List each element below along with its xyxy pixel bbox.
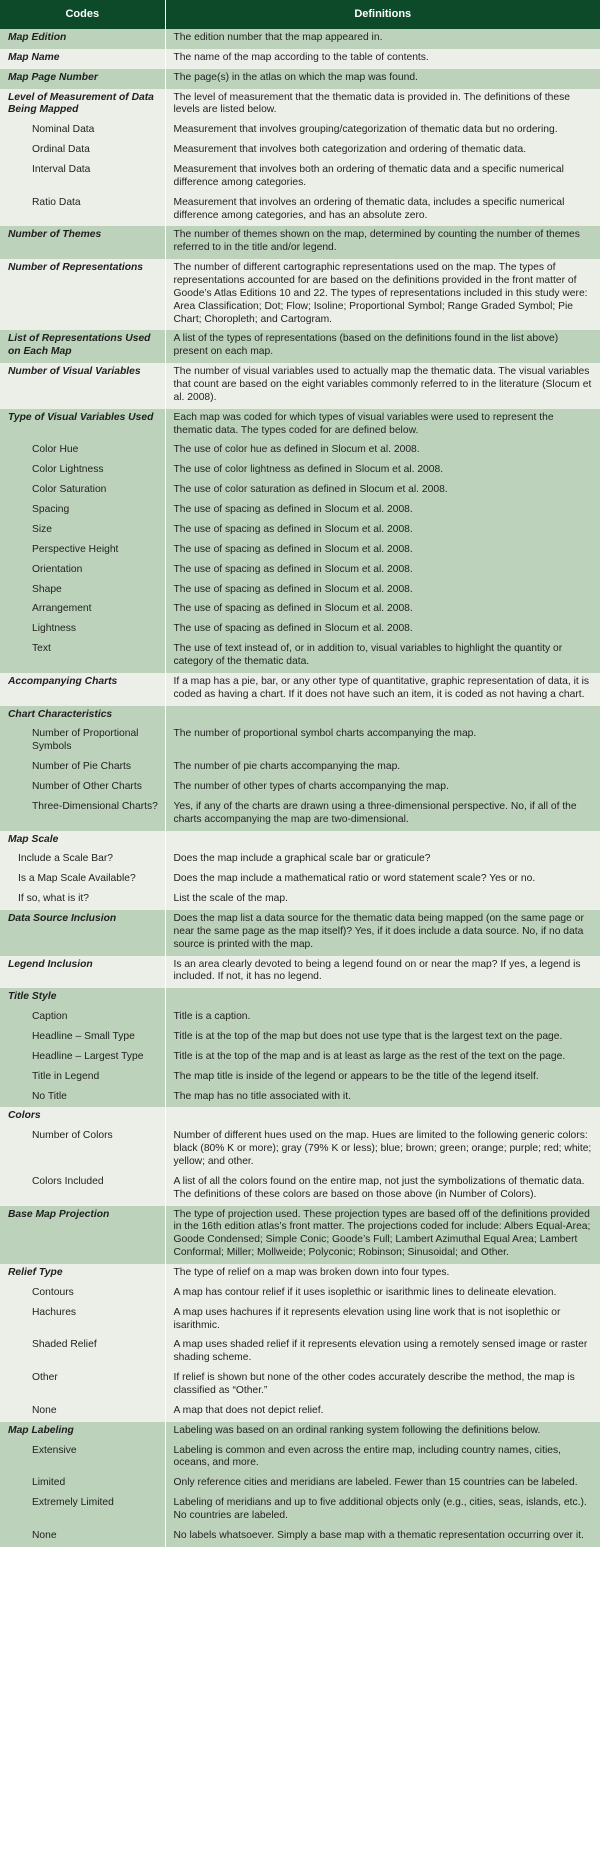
code-cell: Hachures xyxy=(0,1304,165,1337)
table-row xyxy=(0,141,600,161)
table-row xyxy=(0,706,600,726)
table-header-row xyxy=(0,0,600,29)
definition-cell: Measurement that involves an ordering of thematic data, includes a specific numerical difference among categories, and has an absolute zero. xyxy=(165,194,600,227)
definition-cell: Does the map list a data source for the thematic data being mapped (on the same page or near the same page as the map itself)? Yes, if it does include a data source. No, if no data source is printed with the map. xyxy=(165,910,600,956)
table-row xyxy=(0,409,600,442)
definition-cell: Yes, if any of the charts are drawn using a three-dimensional perspective. No, if all of the charts accompanying the map are two-dimensional. xyxy=(165,798,600,831)
definition-cell: Labeling was based on an ordinal ranking system following the definitions below. xyxy=(165,1422,600,1442)
definition-cell: The number of pie charts accompanying the map. xyxy=(165,758,600,778)
definition-cell: The use of spacing as defined in Slocum et al. 2008. xyxy=(165,600,600,620)
code-cell: Extensive xyxy=(0,1442,165,1475)
table-row xyxy=(0,1028,600,1048)
code-cell: Number of Representations xyxy=(0,259,165,330)
code-cell: Is a Map Scale Available? xyxy=(0,870,165,890)
code-cell: Type of Visual Variables Used xyxy=(0,409,165,442)
table-row xyxy=(0,581,600,601)
table-row xyxy=(0,850,600,870)
table-row xyxy=(0,69,600,89)
definition-cell: Measurement that involves both categorization and ordering of thematic data. xyxy=(165,141,600,161)
table-row xyxy=(0,620,600,640)
definition-cell: A map uses shaded relief if it represents elevation using a remotely sensed image or raster shading scheme. xyxy=(165,1336,600,1369)
code-cell: Level of Measurement of Data Being Mapped xyxy=(0,89,165,122)
definition-cell: Title is at the top of the map but does not use type that is the largest text on the page. xyxy=(165,1028,600,1048)
table-row xyxy=(0,988,600,1008)
definition-cell xyxy=(165,988,600,1008)
table-row xyxy=(0,363,600,409)
code-cell: List of Representations Used on Each Map xyxy=(0,330,165,363)
definition-cell: Labeling of meridians and up to five additional objects only (e.g., cities, seas, islands, etc.). No countries are labeled. xyxy=(165,1494,600,1527)
table-row xyxy=(0,798,600,831)
code-cell: Map Page Number xyxy=(0,69,165,89)
definition-cell: The use of spacing as defined in Slocum et al. 2008. xyxy=(165,501,600,521)
table-row xyxy=(0,226,600,259)
code-cell: Map Edition xyxy=(0,29,165,49)
table-row xyxy=(0,1088,600,1108)
code-cell: Orientation xyxy=(0,561,165,581)
codes-column-header: Codes xyxy=(0,0,165,29)
code-cell: Number of Themes xyxy=(0,226,165,259)
code-cell: Limited xyxy=(0,1474,165,1494)
definition-cell: No labels whatsoever. Simply a base map with a thematic representation occurring over it. xyxy=(165,1527,600,1547)
code-cell: Legend Inclusion xyxy=(0,956,165,989)
definition-cell: The type of projection used. These projection types are based off of the definitions provided in the 16th edition atlas’s front matter. The projections coded for include: Albers Equal-Area; Goode Condensed; Simple Conic; Goode’s Full; Lambert Azimuthal Equal Area; Lambert Conformal; Miller; Mollweide; Polyconic; Robinson; Sinusoidal; and Other. xyxy=(165,1206,600,1264)
code-cell: Accompanying Charts xyxy=(0,673,165,706)
table-row xyxy=(0,441,600,461)
table-row xyxy=(0,1304,600,1337)
definition-cell: The map title is inside of the legend or appears to be the title of the legend itself. xyxy=(165,1068,600,1088)
table-row xyxy=(0,1264,600,1284)
table-row xyxy=(0,49,600,69)
code-cell: Shape xyxy=(0,581,165,601)
table-row xyxy=(0,890,600,910)
table-row xyxy=(0,778,600,798)
table-row xyxy=(0,1008,600,1028)
table-row xyxy=(0,725,600,758)
definition-cell: The edition number that the map appeared in. xyxy=(165,29,600,49)
code-cell: Contours xyxy=(0,1284,165,1304)
table-row xyxy=(0,640,600,673)
definition-cell: Number of different hues used on the map. Hues are limited to the following generic colors: black (80% K or more); gray (79% K or less); blue; brown; green; orange; purple; red; white; yellow; and other. xyxy=(165,1127,600,1173)
table-body xyxy=(0,29,600,1547)
table-row xyxy=(0,1442,600,1475)
table-row xyxy=(0,1527,600,1547)
definition-cell: Only reference cities and meridians are labeled. Fewer than 15 countries can be labeled. xyxy=(165,1474,600,1494)
code-cell: Relief Type xyxy=(0,1264,165,1284)
code-cell: Arrangement xyxy=(0,600,165,620)
code-cell: Three-Dimensional Charts? xyxy=(0,798,165,831)
code-cell: Nominal Data xyxy=(0,121,165,141)
definition-cell: List the scale of the map. xyxy=(165,890,600,910)
definition-cell: A map has contour relief if it uses isoplethic or isarithmic lines to delineate elevation. xyxy=(165,1284,600,1304)
definition-cell: The use of spacing as defined in Slocum et al. 2008. xyxy=(165,561,600,581)
code-cell: Map Labeling xyxy=(0,1422,165,1442)
code-cell: Title Style xyxy=(0,988,165,1008)
code-cell: Colors xyxy=(0,1107,165,1127)
table-row xyxy=(0,1173,600,1206)
definition-cell: Title is at the top of the map and is at least as large as the rest of the text on the page. xyxy=(165,1048,600,1068)
code-cell: Text xyxy=(0,640,165,673)
definition-cell: The number of visual variables used to actually map the thematic data. The visual variables that count are based on the eight variables commonly referred to in the literature (Slocum et al. 2008). xyxy=(165,363,600,409)
definition-cell: The use of color lightness as defined in Slocum et al. 2008. xyxy=(165,461,600,481)
code-cell: Headline – Largest Type xyxy=(0,1048,165,1068)
table-row xyxy=(0,1336,600,1369)
table-row xyxy=(0,259,600,330)
definition-cell: The map has no title associated with it. xyxy=(165,1088,600,1108)
code-cell: Map Scale xyxy=(0,831,165,851)
code-cell: Chart Characteristics xyxy=(0,706,165,726)
definition-cell xyxy=(165,706,600,726)
table-row xyxy=(0,89,600,122)
definition-cell: Measurement that involves grouping/categorization of thematic data but no ordering. xyxy=(165,121,600,141)
definition-cell: The number of other types of charts accompanying the map. xyxy=(165,778,600,798)
definition-cell: The number of proportional symbol charts accompanying the map. xyxy=(165,725,600,758)
table-row xyxy=(0,1402,600,1422)
code-cell: None xyxy=(0,1527,165,1547)
definition-cell: Labeling is common and even across the entire map, including country names, cities, oceans, and more. xyxy=(165,1442,600,1475)
code-cell: Base Map Projection xyxy=(0,1206,165,1264)
definition-cell xyxy=(165,831,600,851)
table-row xyxy=(0,1048,600,1068)
definition-cell: The use of spacing as defined in Slocum et al. 2008. xyxy=(165,521,600,541)
code-cell: If so, what is it? xyxy=(0,890,165,910)
definition-cell: A list of the types of representations (based on the definitions found in the list above) present on each map. xyxy=(165,330,600,363)
definition-cell: The name of the map according to the table of contents. xyxy=(165,49,600,69)
definition-cell: Is an area clearly devoted to being a legend found on or near the map? If yes, a legend is included. If not, it has no legend. xyxy=(165,956,600,989)
code-cell: Interval Data xyxy=(0,161,165,194)
code-cell: Number of Pie Charts xyxy=(0,758,165,778)
code-cell: Map Name xyxy=(0,49,165,69)
code-cell: Lightness xyxy=(0,620,165,640)
definition-cell: The use of text instead of, or in addition to, visual variables to highlight the quantity or category of the thematic data. xyxy=(165,640,600,673)
table-row xyxy=(0,194,600,227)
table-row xyxy=(0,501,600,521)
code-cell: Color Hue xyxy=(0,441,165,461)
code-cell: Extremely Limited xyxy=(0,1494,165,1527)
table-row xyxy=(0,673,600,706)
definition-cell: The type of relief on a map was broken down into four types. xyxy=(165,1264,600,1284)
definition-cell: The use of spacing as defined in Slocum et al. 2008. xyxy=(165,620,600,640)
table-row xyxy=(0,1284,600,1304)
table-row xyxy=(0,561,600,581)
code-cell: Number of Proportional Symbols xyxy=(0,725,165,758)
table-row xyxy=(0,1422,600,1442)
definition-cell: A map uses hachures if it represents elevation using line work that is not isoplethic or isarithmic. xyxy=(165,1304,600,1337)
table-row xyxy=(0,956,600,989)
definition-cell: Title is a caption. xyxy=(165,1008,600,1028)
definition-cell: Does the map include a mathematical ratio or word statement scale? Yes or no. xyxy=(165,870,600,890)
table-row xyxy=(0,330,600,363)
table-row xyxy=(0,1127,600,1173)
table-row xyxy=(0,1068,600,1088)
table-row xyxy=(0,161,600,194)
code-cell: Shaded Relief xyxy=(0,1336,165,1369)
code-cell: Number of Colors xyxy=(0,1127,165,1173)
definition-cell: Does the map include a graphical scale bar or graticule? xyxy=(165,850,600,870)
definitions-column-header: Definitions xyxy=(165,0,600,29)
code-cell: Headline – Small Type xyxy=(0,1028,165,1048)
code-cell: Ratio Data xyxy=(0,194,165,227)
table-row xyxy=(0,481,600,501)
code-cell: Spacing xyxy=(0,501,165,521)
definition-cell: The use of color saturation as defined in Slocum et al. 2008. xyxy=(165,481,600,501)
code-cell: Data Source Inclusion xyxy=(0,910,165,956)
table-row xyxy=(0,121,600,141)
definition-cell xyxy=(165,1107,600,1127)
code-cell: Number of Visual Variables xyxy=(0,363,165,409)
code-cell: Perspective Height xyxy=(0,541,165,561)
code-cell: Colors Included xyxy=(0,1173,165,1206)
code-cell: None xyxy=(0,1402,165,1422)
code-cell: Caption xyxy=(0,1008,165,1028)
table-row xyxy=(0,521,600,541)
definition-cell: Each map was coded for which types of visual variables were used to represent the thematic data. The types coded for are defined below. xyxy=(165,409,600,442)
code-cell: No Title xyxy=(0,1088,165,1108)
code-cell: Size xyxy=(0,521,165,541)
table-row xyxy=(0,600,600,620)
table-row xyxy=(0,910,600,956)
definition-cell: The use of spacing as defined in Slocum et al. 2008. xyxy=(165,541,600,561)
code-cell: Other xyxy=(0,1369,165,1402)
code-cell: Color Saturation xyxy=(0,481,165,501)
definition-cell: Measurement that involves both an ordering of thematic data and a specific numerical difference among categories. xyxy=(165,161,600,194)
table-row xyxy=(0,1107,600,1127)
code-cell: Ordinal Data xyxy=(0,141,165,161)
table-row xyxy=(0,1494,600,1527)
definition-cell: The page(s) in the atlas on which the map was found. xyxy=(165,69,600,89)
code-cell: Include a Scale Bar? xyxy=(0,850,165,870)
definition-cell: The number of different cartographic representations used on the map. The types of representations accounted for are based on the definitions provided in the front matter of Goode’s Atlas Editions 10 and 22. The types of representations included in this study were: Area Classification; Dot; Flow; Isoline; Proportional Symbol; Range Graded Symbol; Pie Chart; Choropleth; and Cartogram. xyxy=(165,259,600,330)
definition-cell: The use of color hue as defined in Slocum et al. 2008. xyxy=(165,441,600,461)
table-row xyxy=(0,758,600,778)
definition-cell: The level of measurement that the thematic data is provided in. The definitions of these levels are listed below. xyxy=(165,89,600,122)
table-row xyxy=(0,541,600,561)
table-row xyxy=(0,1369,600,1402)
definition-cell: A list of all the colors found on the entire map, not just the symbolizations of thematic data. The definitions of these colors are based on those above (in Number of Colors). xyxy=(165,1173,600,1206)
code-cell: Color Lightness xyxy=(0,461,165,481)
code-cell: Title in Legend xyxy=(0,1068,165,1088)
definition-cell: The number of themes shown on the map, determined by counting the number of themes referred to in the title and/or legend. xyxy=(165,226,600,259)
definition-cell: If relief is shown but none of the other codes accurately describe the method, the map is classified as “Other.” xyxy=(165,1369,600,1402)
table-row xyxy=(0,1474,600,1494)
definition-cell: The use of spacing as defined in Slocum et al. 2008. xyxy=(165,581,600,601)
code-cell: Number of Other Charts xyxy=(0,778,165,798)
definition-cell: If a map has a pie, bar, or any other type of quantitative, graphic representation of data, it is coded as having a chart. If it does not have such an item, it is coded as not having a chart. xyxy=(165,673,600,706)
table-row xyxy=(0,461,600,481)
definition-cell: A map that does not depict relief. xyxy=(165,1402,600,1422)
table-row xyxy=(0,1206,600,1264)
table-row xyxy=(0,870,600,890)
table-row xyxy=(0,29,600,49)
table-row xyxy=(0,831,600,851)
